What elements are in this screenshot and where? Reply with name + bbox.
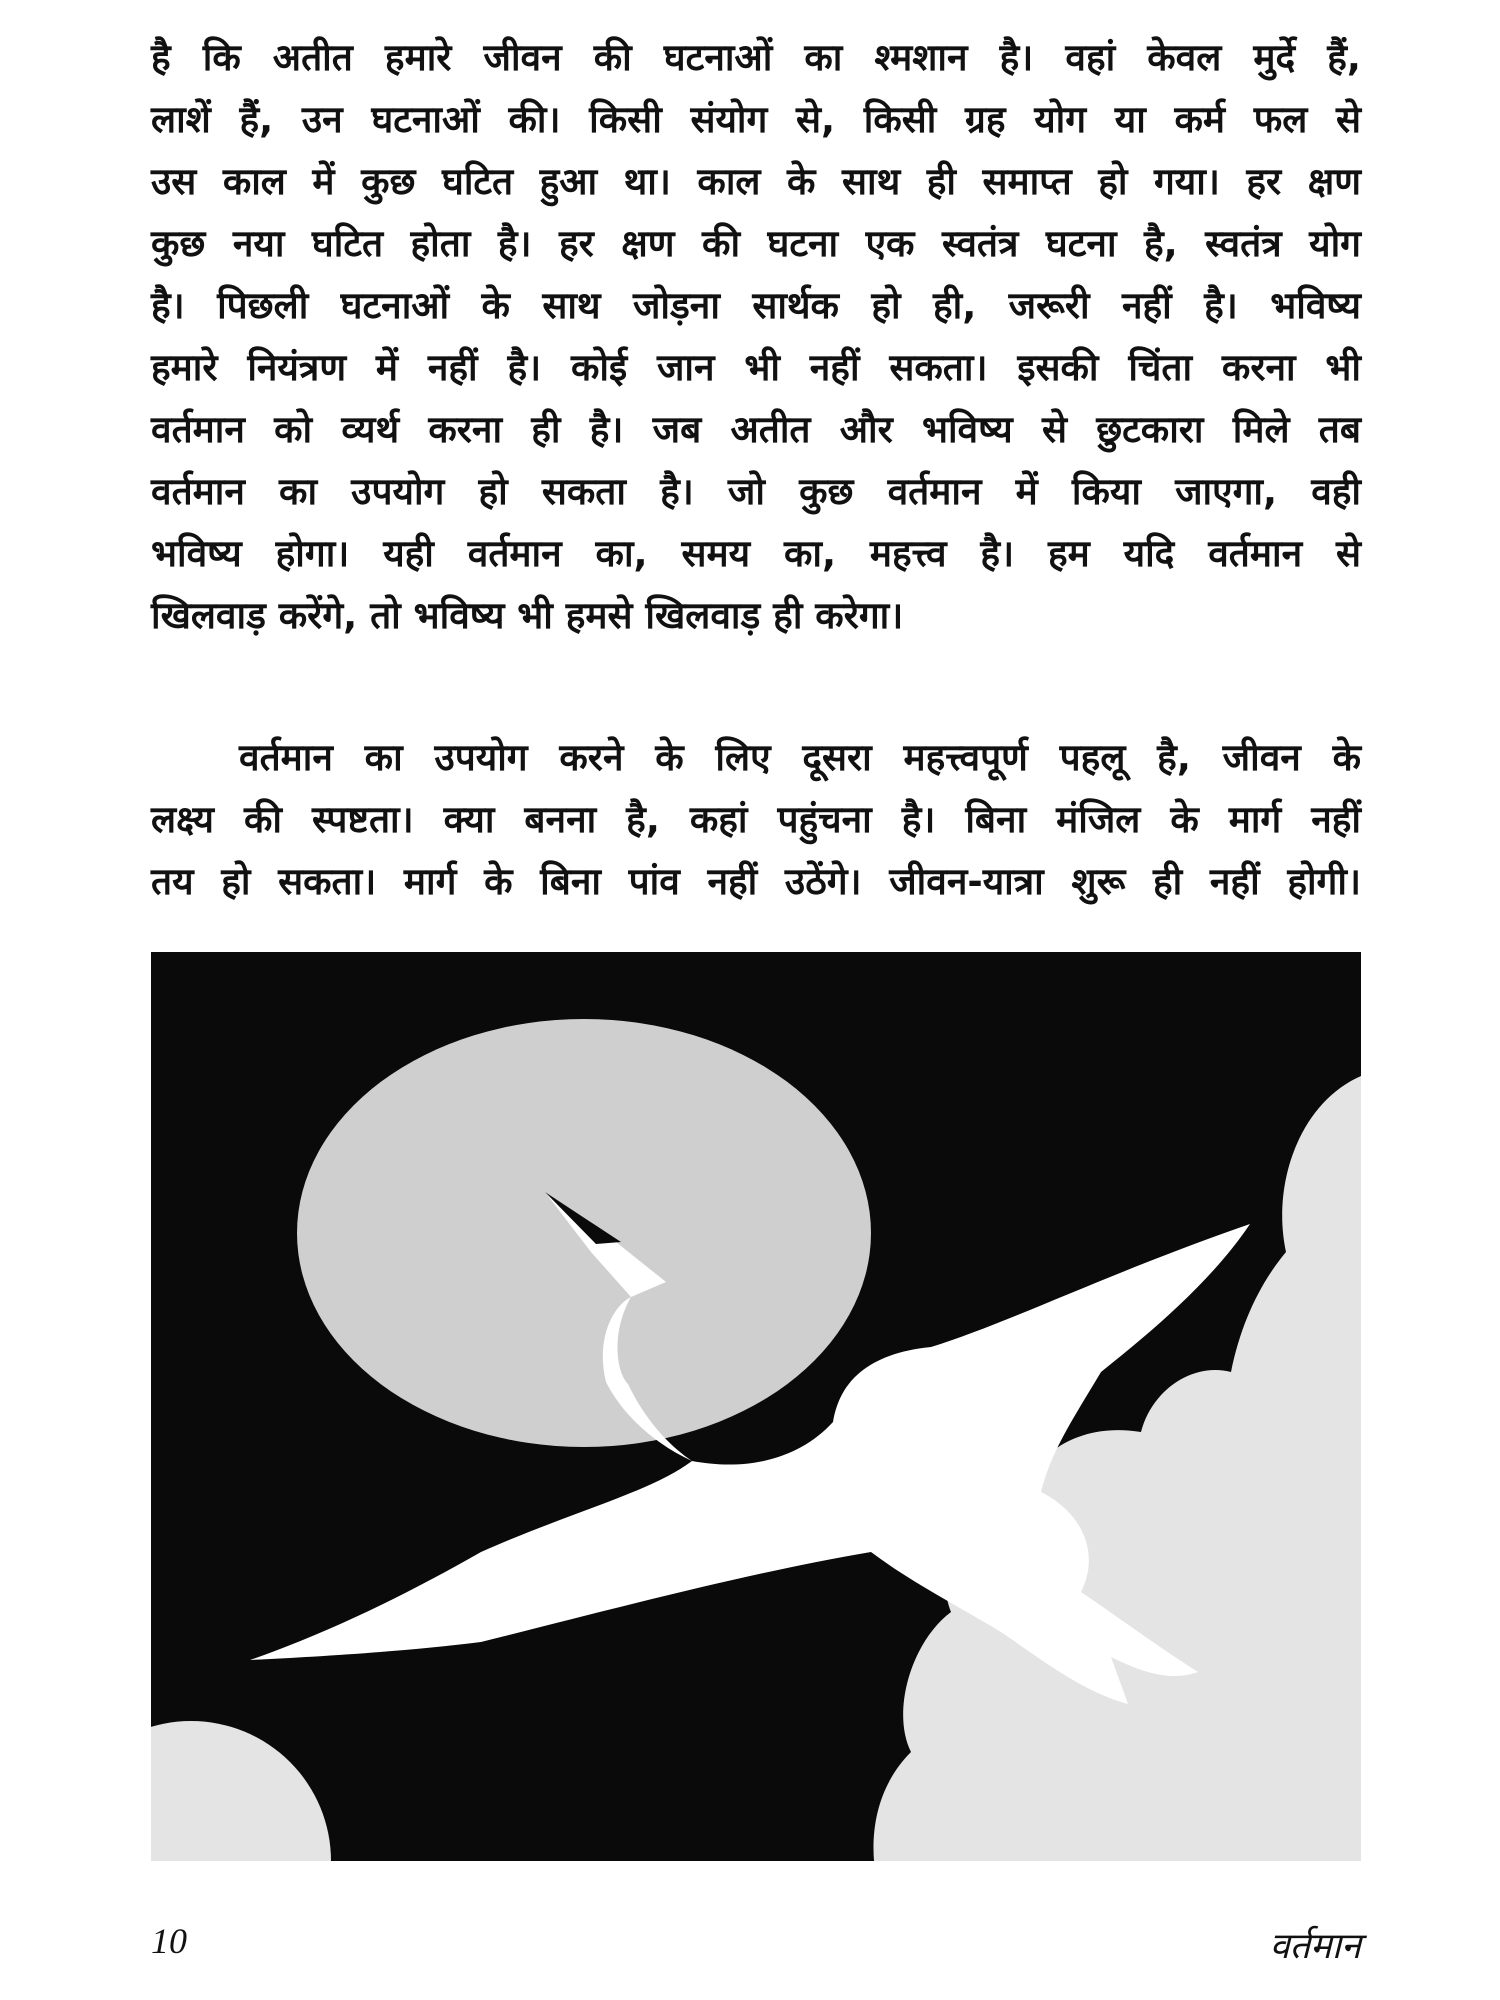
page-number: 10 <box>151 1921 187 1961</box>
text-line: तय हो सकता। मार्ग के बिना पांव नहीं उठेंगे। जीवन-यात्रा शुरू ही नहीं होगी। <box>151 860 1361 903</box>
paragraph-2 <box>151 727 1361 913</box>
text-line: लाशें हैं, उन घटनाओं की। किसी संयोग से, किसी ग्रह योग या कर्म फल से <box>151 98 1361 141</box>
text-line: हमारे नियंत्रण में नहीं है। कोई जान भी नहीं सकता। इसकी चिंता करना भी <box>151 346 1361 389</box>
text-line: वर्तमान को व्यर्थ करना ही है। जब अतीत और भविष्य से छुटकारा मिले तब <box>151 408 1361 451</box>
running-title: वर्तमान <box>1269 1926 1361 1967</box>
bird-moon-illustration <box>151 952 1361 1861</box>
text-line: है। पिछली घटनाओं के साथ जोड़ना सार्थक हो ही, जरूरी नहीं है। भविष्य <box>151 284 1361 327</box>
text-line: कुछ नया घटित होता है। हर क्षण की घटना एक स्वतंत्र घटना है, स्वतंत्र योग <box>151 222 1361 265</box>
text-line: लक्ष्य की स्पष्टता। क्या बनना है, कहां पहुंचना है। बिना मंजिल के मार्ग नहीं <box>151 798 1361 841</box>
text-line: उस काल में कुछ घटित हुआ था। काल के साथ ही समाप्त हो गया। हर क्षण <box>151 160 1361 203</box>
text-line: भविष्य होगा। यही वर्तमान का, समय का, महत्त्व है। हम यदि वर्तमान से <box>151 532 1361 575</box>
text-line: है कि अतीत हमारे जीवन की घटनाओं का श्मशान है। वहां केवल मुर्दे हैं, <box>151 36 1361 79</box>
text-line: वर्तमान का उपयोग करने के लिए दूसरा महत्त्वपूर्ण पहलू है, जीवन के <box>239 736 1361 779</box>
text-line: वर्तमान का उपयोग हो सकता है। जो कुछ वर्तमान में किया जाएगा, वही <box>151 470 1361 513</box>
paragraph-1 <box>151 27 1361 647</box>
text-line: खिलवाड़ करेंगे, तो भविष्य भी हमसे खिलवाड़ ही करेगा। <box>151 594 904 637</box>
